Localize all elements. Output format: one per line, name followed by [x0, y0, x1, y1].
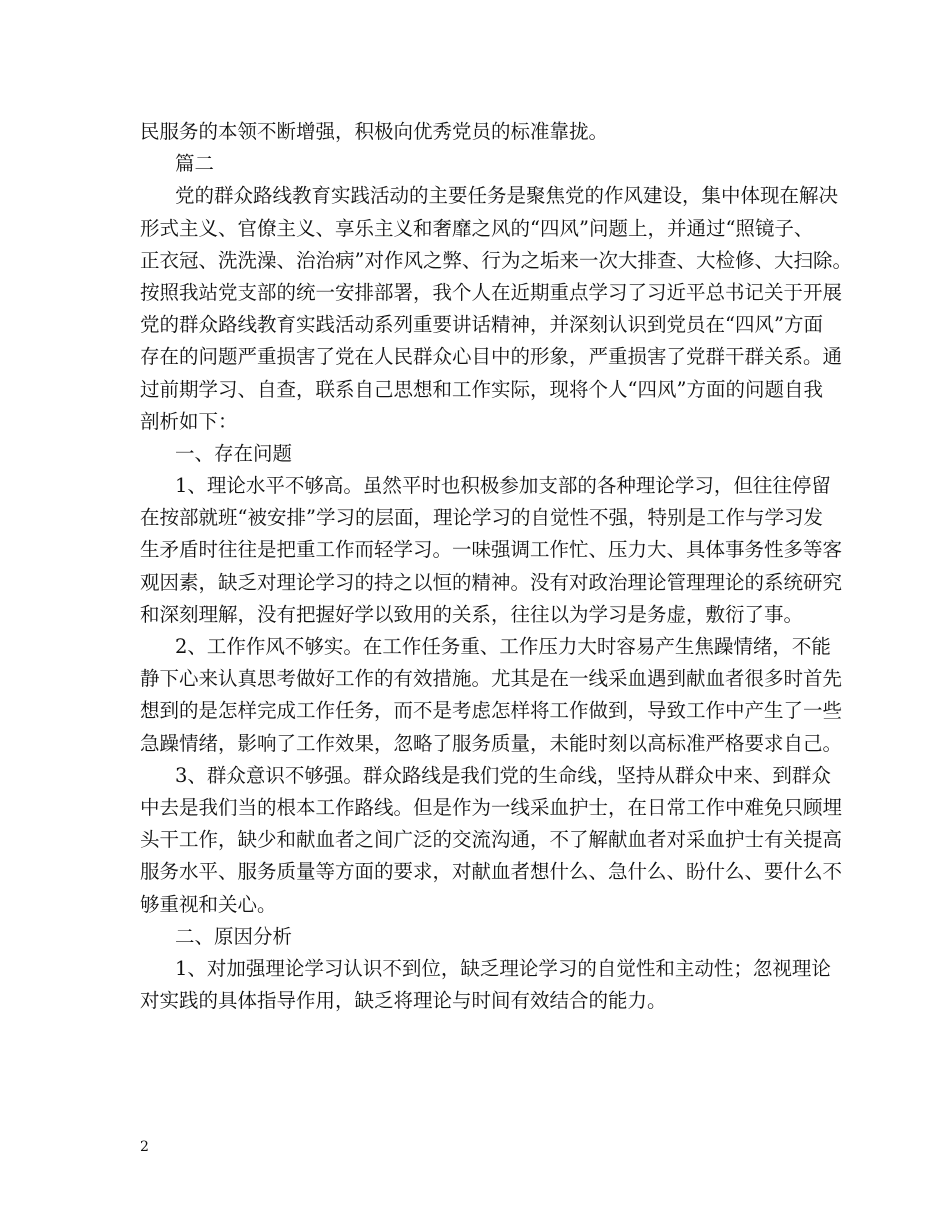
text-line: 2、工作作风不够实。在工作任务重、工作压力大时容易产生焦躁情绪，不能: [175, 635, 831, 658]
text-line: 对实践的具体指导作用，缺乏将理论与时间有效结合的能力。: [140, 989, 667, 1013]
document-body: [140, 116, 852, 1017]
text-line: 过前期学习、自查，联系自己思想和工作实际，现将个人“四风”方面的问题自我: [140, 377, 823, 401]
text-line: 党的群众路线教育实践活动的主要任务是聚焦党的作风建设，集中体现在解决: [175, 184, 839, 208]
text-line: 中去是我们当的根本工作路线。但是作为一线采血护士，在日常工作中难免只顾埋: [140, 795, 843, 819]
text-line: 正衣冠、洗洗澡、治治病”对作风之弊、行为之垢来一次大排查、大检修、大扫除。: [140, 248, 852, 272]
text-line: 形式主义、官僚主义、享乐主义和奢靡之风的“四风”问题上，并通过“照镜子、: [140, 216, 814, 240]
text-line: 生矛盾时往往是把重工作而轻学习。一味强调工作忙、压力大、具体事务性多等客: [140, 538, 843, 562]
text-line: 党的群众路线教育实践活动系列重要讲话精神，并深刻认识到党员在“四风”方面: [140, 313, 823, 337]
text-line: 服务水平、服务质量等方面的要求，对献血者想什么、急什么、盼什么、要什么不: [140, 860, 843, 884]
text-line: 静下心来认真思考做好工作的有效措施。尤其是在一线采血遇到献血者很多时首先: [140, 667, 843, 691]
text-line: 想到的是怎样完成工作任务，而不是考虑怎样将工作做到，导致工作中产生了一些: [140, 699, 843, 723]
section-heading-cause-analysis: 二、原因分析: [175, 924, 293, 948]
text-line: 3、群众意识不够强。群众路线是我们党的生命线，坚持从群众中来、到群众: [175, 763, 831, 787]
section-heading-part-two: 篇二: [175, 152, 215, 176]
text-line: 按照我站党支部的统一安排部署，我个人在近期重点学习了习近平总书记关于开展: [140, 280, 843, 304]
text-line: 民服务的本领不断增强，积极向优秀党员的标准靠拢。: [140, 120, 609, 143]
text-line: 存在的问题严重损害了党在人民群众心目中的形象，严重损害了党群干群关系。通: [140, 345, 843, 369]
text-line: 急躁情绪，影响了工作效果，忽略了服务质量，未能时刻以高标准严格要求自己。: [140, 731, 843, 755]
text-line: 头干工作，缺少和献血者之间广泛的交流沟通，不了解献血者对采血护士有关提高: [140, 828, 843, 852]
section-heading-existing-problems: 一、存在问题: [175, 441, 293, 465]
text-line: 和深刻理解，没有把握好学以致用的关系，往往以为学习是务虚，敷衍了事。: [140, 602, 804, 626]
text-line: 观因素，缺乏对理论学习的持之以恒的精神。没有对政治理论管理理论的系统研究: [140, 570, 843, 594]
text-line: 1、对加强理论学习认识不到位，缺乏理论学习的自觉性和主动性；忽视理论: [175, 956, 831, 980]
text-line: 在按部就班“被安排”学习的层面，理论学习的自觉性不强，特别是工作与学习发: [140, 506, 823, 530]
text-line: 够重视和关心。: [140, 892, 277, 916]
text-line: 剖析如下：: [140, 409, 238, 433]
page-number: 2: [140, 1139, 149, 1155]
text-line: 1、理论水平不够高。虽然平时也积极参加支部的各种理论学习，但往往停留: [175, 474, 831, 498]
